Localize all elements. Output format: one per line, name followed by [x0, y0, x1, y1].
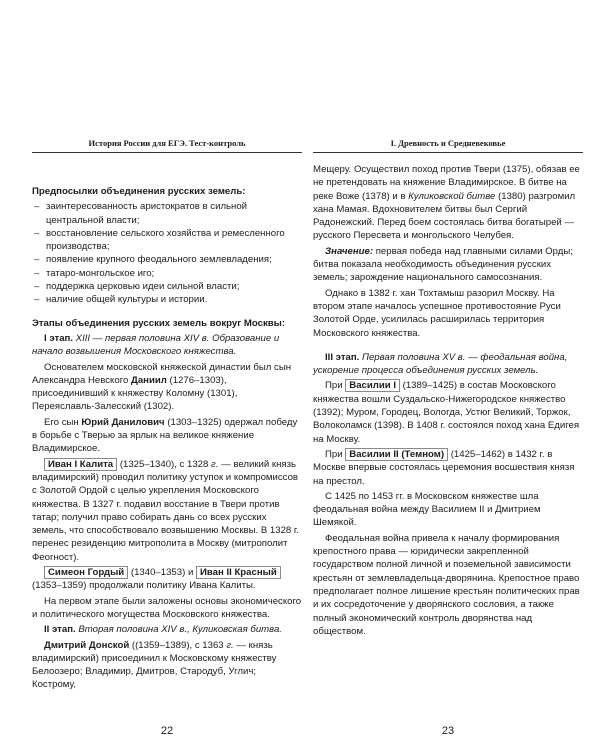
list-item: – восстановление сельского хозяйства и ремесленного производства;: [32, 227, 302, 254]
paragraph: [32, 639, 302, 692]
text: (1340–1353) и: [130, 567, 194, 579]
stage-label: III этап.: [325, 351, 360, 363]
page-number: 22: [160, 725, 174, 737]
prerequisites-list: [32, 200, 302, 306]
right-running-header: I. Древность и Средневековье: [313, 138, 583, 153]
text: ((1359–1389), с 1363: [131, 639, 224, 651]
stage-1-heading: [32, 332, 302, 359]
paragraph: [32, 458, 302, 564]
text: (1380) разгромил хана Мамая. Вдохновителем битвы был Сергий Радонежский. Перед боем состоялась битва богатырей — русского Пересвета и монгольского Челубея.: [313, 190, 576, 242]
text: (1389–1425) в состав Московского княжества вошли Суздальско-Нижегородское княжество (1392); Муром, Городец, Вологда, Устюг Великий, Торжок, Волоколамск (1398). В 1408 г. состоялся поход хана Едигея на Москву.: [313, 380, 580, 445]
text: (1353–1359) продолжали политику Ивана Калиты.: [32, 580, 256, 592]
ruler-name: Дмитрий Донской: [44, 639, 130, 651]
paragraph: [32, 416, 302, 456]
ruler-name: Иван I Калита: [44, 458, 117, 471]
ruler-name: Юрий Данилович: [81, 416, 165, 428]
ruler-name: Иван II Красный: [196, 566, 281, 579]
prerequisites-title: Предпосылки объединения русских земель:: [32, 186, 246, 197]
paragraph: [313, 163, 583, 243]
list-item: – татаро-монгольское иго;: [32, 267, 302, 280]
paragraph: [313, 379, 583, 445]
stages-title: Этапы объединения русских земель вокруг Москвы:: [32, 317, 286, 329]
paragraph: [313, 448, 583, 488]
stage-2-heading: [32, 623, 302, 636]
text: (1325–1340), с 1328: [119, 458, 209, 470]
list-item: – появление крупного феодального землевладения;: [32, 253, 302, 266]
paragraph: Однако в 1382 г. хан Тохтамыш разорил Москву. На втором этапе началось успешное противостояние Руси Золотой Орде, усилилась расширилась территория Московского княжества.: [313, 287, 561, 339]
left-running-header: История России для ЕГЭ. Тест-контроль: [32, 138, 302, 153]
list-item: – поддержка церковью идеи сильной власти;: [32, 280, 302, 293]
text: — князь владимирский) присоединил к Московскому княжеству Белоозеро; Владимир, Дмитров, Стародуб, Углич; Кострому,: [32, 639, 277, 691]
battle-name: Куликовской битве: [408, 190, 496, 202]
paragraph: [32, 566, 302, 593]
text: При: [325, 380, 343, 392]
ruler-name: Василии I: [345, 379, 400, 392]
text: (1425–1462) в 1432 г. в Москве впервые состоялась церемония восшествия князя на престол.: [313, 448, 575, 487]
left-page: [32, 138, 302, 737]
left-page-content: [32, 185, 302, 692]
stage-description: Первая половина XV в. — феодальная война, ускорение процесса объединения русских земель.: [313, 351, 568, 377]
text: (1276–1303), присоединивший к княжеству Коломну (1301), Переяславль-Залесский (1302).: [32, 374, 238, 413]
page-number: 23: [441, 725, 455, 737]
stage-label: II этап.: [44, 624, 76, 636]
right-page: [313, 138, 583, 737]
text: г.: [226, 639, 234, 651]
paragraph: На первом этапе были заложены основы экономического и политического могущества Московского княжества.: [32, 595, 302, 620]
list-item: – заинтересованность аристократов в сильной центральной власти;: [32, 200, 302, 227]
spacer: [313, 342, 583, 351]
text: первая победа над главными силами Орды; битва показала необходимость объединения русских земель; зарождение национального самосознания.: [313, 245, 573, 284]
significance-label: Значение:: [325, 245, 374, 257]
paragraph: С 1425 по 1453 гг. в Московском княжестве шла феодальная война между Василием II и Дмитрием Шемякой.: [313, 490, 541, 529]
stage-3-heading: [313, 351, 583, 378]
paragraph: [32, 361, 302, 414]
list-item: – наличие общей культуры и истории.: [32, 293, 302, 306]
text: Его сын: [44, 416, 79, 428]
stage-label: I этап.: [44, 332, 73, 344]
text: Основателем московской княжеской династии был сын Александра Невского: [32, 361, 292, 386]
right-page-content: [313, 163, 583, 638]
text: Мещеру. Осуществил поход против Твери (1375), обязав ее не претендовать на княжение Владимирское. В битве на реке Воже (1378) и в: [313, 164, 580, 202]
text: (1303–1325) одержал победу в борьбе с Тверью за ярлык на великое княжение Владимирское.: [32, 416, 298, 455]
paragraph: Феодальная война привела к началу формирования крепостного права — юридически закрепленной государством полной личной и поземельной зависимости крестьян от землевладельца-дворянина. Крепостное право предполагает полное лишение крестьян политических прав и их сосредоточение у дворянского сословия, а также полный экономический контроль дворянства над обществом.: [313, 532, 580, 637]
text: г.: [211, 458, 219, 470]
ruler-name: Симеон Гордый: [44, 566, 128, 579]
significance-paragraph: [313, 245, 583, 285]
ruler-name: Даниил: [131, 374, 167, 386]
text: При: [325, 448, 343, 460]
stage-description: XIII — первая половина XIV в. Образование и начало возвышения Московского княжества.: [32, 332, 280, 358]
stage-description: Вторая половина XIV в., Куликовская битва.: [78, 624, 282, 636]
text: — великий князь владимирский) проводил политику уступок и компромиссов с Золотой Ордой с целью укрепления Московского княжества. В 1327 г. подавил восстание в Твери против татар; получил право собирать дань со всех русских земель, что способствовало возвышению Москвы. В 1328 г. перенес резиденцию митрополита в Москву (митрополит Феогност).: [32, 458, 299, 563]
ruler-name: Василии II (Темном): [345, 448, 448, 461]
